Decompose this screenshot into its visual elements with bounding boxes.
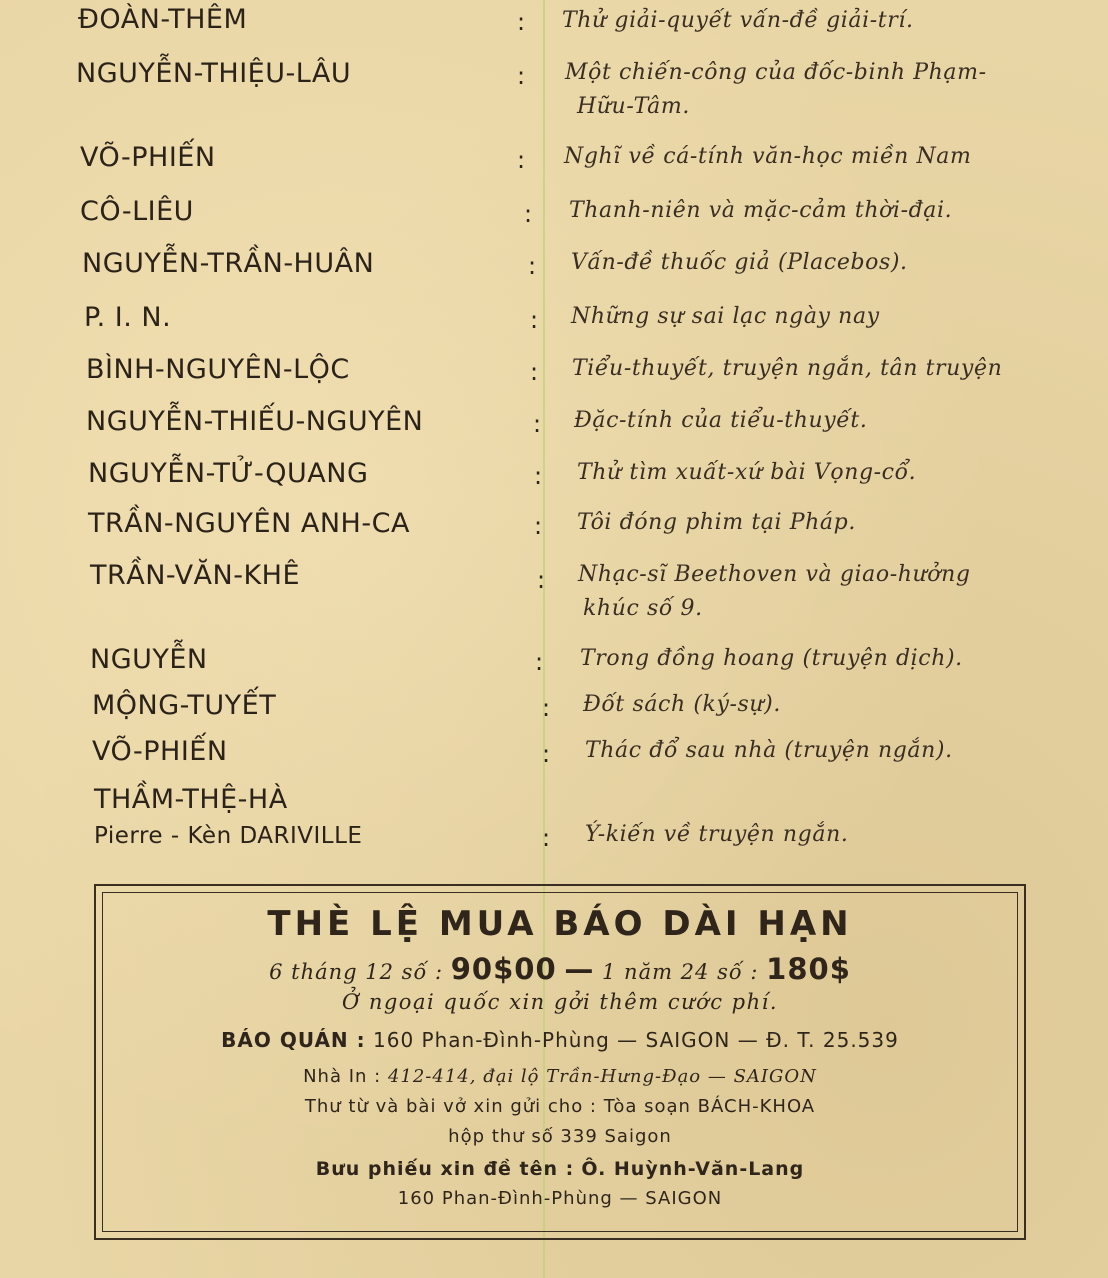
entry-colon: :: [542, 694, 551, 722]
price-6-months-value: 90$00: [450, 952, 557, 986]
printer-value: 412-414, đại lộ Trần-Hưng-Đạo — SAIGON: [387, 1066, 817, 1087]
entry-author: TRẦN-NGUYÊN ANH-CA: [88, 508, 410, 539]
entry-title: Thử tìm xuất-xứ bài Vọng-cổ.: [577, 460, 917, 485]
entry-colon: :: [524, 200, 533, 228]
entry-author: THẦM-THỆ-HÀ: [94, 784, 288, 815]
money-order-name: Ô. Huỳnh-Văn-Lang: [581, 1158, 805, 1180]
mail-line: Thư từ và bài vở xin gửi cho : Tòa soạn BÁCH-KHOA: [304, 1096, 816, 1117]
office-label: BÁO QUÁN :: [221, 1028, 366, 1052]
entry-colon: :: [517, 62, 526, 90]
entry-colon: :: [542, 740, 551, 768]
entry-title: Ý-kiến về truyện ngắn.: [585, 822, 849, 847]
printer-address-line: [96, 1066, 1024, 1087]
entry-title: Những sự sai lạc ngày nay: [571, 304, 880, 329]
entry-colon: :: [517, 146, 526, 174]
entry-title-continued: Hữu-Tâm.: [577, 94, 690, 119]
entry-author: TRẦN-VĂN-KHÊ: [90, 560, 301, 591]
foreign-postage-note: Ở ngoại quốc xin gởi thêm cước phí.: [341, 990, 779, 1014]
entry-author: BÌNH-NGUYÊN-LỘC: [86, 354, 350, 385]
entry-colon: :: [530, 358, 539, 386]
entry-author: NGUYỄN: [90, 644, 208, 675]
entry-author: VÕ-PHIẾN: [92, 736, 228, 767]
entry-title: Đốt sách (ký-sự).: [583, 692, 781, 717]
entry-author: P. I. N.: [84, 302, 172, 333]
entry-title: Vấn-đề thuốc giả (Placebos).: [571, 250, 908, 275]
entry-colon: :: [533, 410, 542, 438]
entry-colon: :: [537, 566, 546, 594]
entry-author: VÕ-PHIẾN: [80, 142, 216, 173]
entry-colon: :: [534, 462, 543, 490]
entry-author: MỘNG-TUYẾT: [92, 690, 277, 721]
entry-title: Nghĩ về cá-tính văn-học miền Nam: [564, 144, 972, 169]
subscription-price-line: [96, 952, 1024, 986]
printer-label: Nhà In :: [303, 1066, 382, 1087]
entry-title: Một chiến-công của đốc-binh Phạm-: [565, 60, 987, 85]
entry-colon: :: [530, 306, 539, 334]
money-order-address: 160 Phan-Đình-Phùng — SAIGON: [397, 1188, 723, 1209]
money-order-label: Bưu phiếu xin đề tên :: [315, 1158, 575, 1180]
price-6-months-label: 6 tháng 12 số :: [269, 960, 444, 984]
entry-title: Thanh-niên và mặc-cảm thời-đại.: [569, 198, 953, 223]
entry-title: Đặc-tính của tiểu-thuyết.: [574, 408, 868, 433]
entry-colon: :: [528, 252, 537, 280]
entry-colon: :: [517, 8, 526, 36]
entry-title: Nhạc-sĩ Beethoven và giao-hưởng: [578, 562, 971, 587]
entry-author: NGUYỄN-THIỆU-LÂU: [76, 58, 352, 89]
entry-author: Pierre - Kèn DARIVILLE: [94, 823, 363, 849]
entry-title: Thác đổ sau nhà (truyện ngắn).: [585, 738, 953, 763]
subscription-box: [94, 884, 1026, 1240]
entry-title: Thử giải-quyết vấn-đề giải-trí.: [562, 8, 914, 33]
price-separator: —: [564, 952, 595, 986]
entry-title: Tiểu-thuyết, truyện ngắn, tân truyện: [572, 356, 1003, 381]
office-value: 160 Phan-Đình-Phùng — SAIGON — Đ. T. 25.539: [373, 1028, 899, 1052]
entry-author: NGUYỄN-THIẾU-NGUYÊN: [86, 406, 424, 437]
entry-author: ĐOÀN-THÊM: [78, 4, 248, 35]
entry-title: Trong đồng hoang (truyện dịch).: [580, 646, 963, 671]
entry-colon: :: [535, 648, 544, 676]
office-address-line: [96, 1028, 1024, 1052]
entry-author: NGUYỄN-TỬ-QUANG: [88, 458, 369, 489]
subscription-heading: THÈ LỆ MUA BÁO DÀI HẠN: [267, 904, 853, 944]
entry-author: CÔ-LIÊU: [80, 196, 194, 227]
po-box-line: hộp thư số 339 Saigon: [448, 1126, 672, 1147]
money-order-line: [96, 1158, 1024, 1180]
price-1-year-label: 1 năm 24 số :: [602, 960, 759, 984]
price-1-year-value: 180$: [766, 952, 851, 986]
entry-title: Tôi đóng phim tại Pháp.: [577, 510, 856, 535]
entry-author: NGUYỄN-TRẦN-HUÂN: [82, 248, 375, 279]
entry-colon: :: [542, 824, 551, 852]
entry-colon: :: [534, 512, 543, 540]
entry-title-continued: khúc số 9.: [583, 596, 703, 621]
